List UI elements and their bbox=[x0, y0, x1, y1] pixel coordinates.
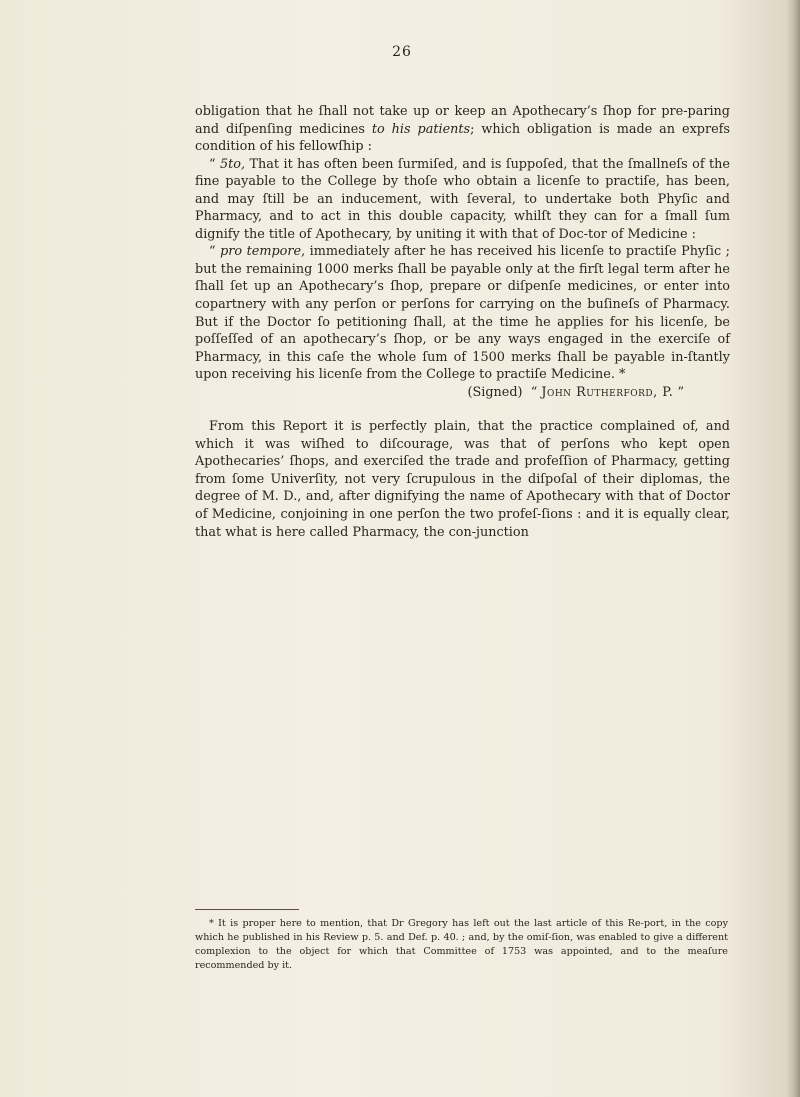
main-text bbox=[195, 103, 730, 541]
text-run: That it has often been ſurmiſed, and is ſuppoſed, that the ſmallneſs of the fine payable to the College by thoſe who obtain a licenſe to practiſe, has been, and may ſtill be an inducement, with ſeveral, to undertake both Phyſic and Pharmacy, and to act in this double capacity, whilſt they can for a ſmall ſum dignify the title of Apothecary, by uniting it with that of Doc-tor of Medicine : bbox=[195, 156, 730, 242]
text-run: obligation that he ſhall not take up or keep an Apothecary’s ſhop for pre-paring and diſpenſing medicines bbox=[195, 104, 730, 137]
paragraph-obligation bbox=[195, 103, 730, 156]
text-run: ; which obligation is made an exprefs condition of his fellowſhip : bbox=[195, 121, 730, 155]
open-quote: “ bbox=[530, 384, 538, 400]
text-run: “ bbox=[209, 244, 221, 260]
paragraph-5to bbox=[195, 156, 730, 244]
text-run: , immediately after he has received his licenſe to practiſe Phyſic ; but the remaining 1000 merks ſhall be payable only at the firſt legal term after he ſhall ſet up an Apothecary’s ſhop, prepare or diſpenſe medicines, or enter into copartnery with any perſon or perſons for carrying on the buſineſs of Pharmacy. But if the Doctor ſo petitioning ſhall, at the time he applies for his licenſe, be poſſeſſed of an apothecary’s ſhop, or be any ways engaged in the exerciſe of Pharmacy, in this caſe the whole ſum of 1500 merks ſhall be payable in-ſtantly upon receiving his licenſe from the College to practiſe Medicine. * bbox=[195, 244, 730, 383]
italic-run: 5to, bbox=[219, 156, 246, 172]
footnote-text: * It is proper here to mention, that Dr Gregory has left out the last article of this Re-port, in the copy which he published in his Review p. 5. and Def. p. 40. ; and, by the omiſ-ſion, was enabled to give a different complexion to the object for which that Committee of 1753 was appointed, and to the meaſure recommended by it. bbox=[195, 918, 728, 971]
paragraph-6to bbox=[195, 243, 730, 383]
footnote bbox=[195, 917, 728, 973]
footnote-rule bbox=[195, 909, 299, 910]
italic-run: pro tempore bbox=[220, 244, 302, 260]
signature-line bbox=[195, 384, 730, 402]
text-run: “ bbox=[209, 156, 220, 172]
page-number: 26 bbox=[392, 44, 412, 60]
italic-run: to his patients bbox=[371, 121, 471, 137]
paragraph-report-conclusion: From this Report it is perfectly plain, that the practice complained of, and which it was wiſhed to diſcourage, was that of perſons who kept open Apothecaries’ ſhops, and exerciſed the trade and profeſſion of Pharmacy, getting from ſome Univerſity, not very ſcrupulous in the diſpoſal of their diplomas, the degree of M. D., and, after dignifying the name of Apothecary with that of Doctor of Medicine, conjoining in one perſon the two profeſ-ſions : and it is equally clear, that what is here called Pharmacy, the con-junction bbox=[195, 419, 730, 540]
signed-label: (Signed) bbox=[467, 384, 523, 400]
page-edge-shadow bbox=[786, 0, 800, 1097]
signatory-name: John Rutherford, P. bbox=[541, 384, 674, 400]
close-quote: ” bbox=[677, 384, 684, 400]
